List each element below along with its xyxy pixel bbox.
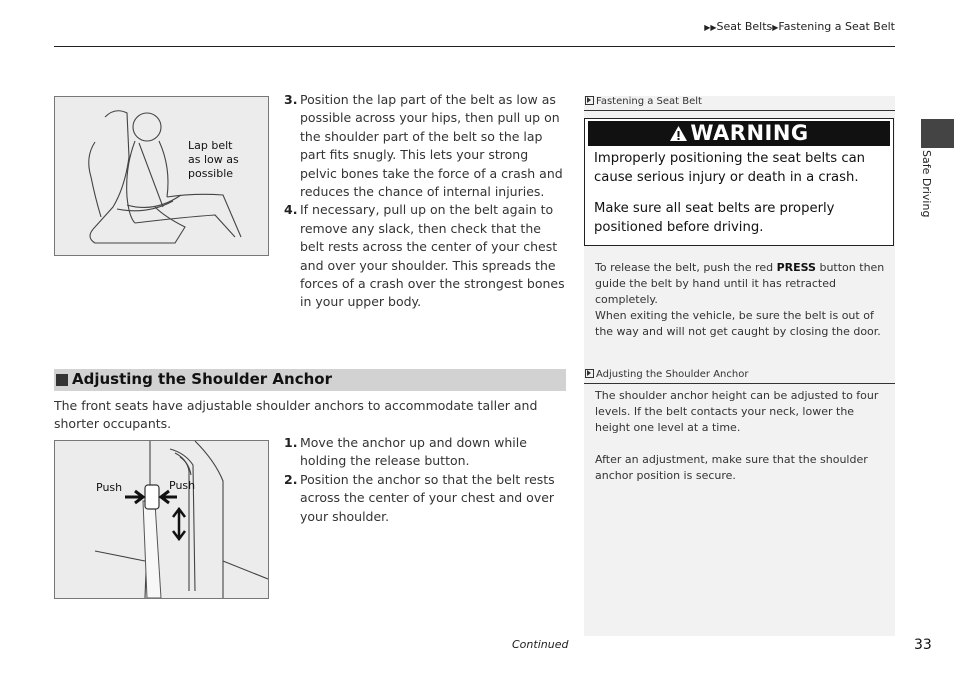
step-number: 2. <box>284 471 298 487</box>
lap-belt-illustration <box>54 96 269 256</box>
steps-lap-belt <box>284 91 567 312</box>
step-item <box>284 91 567 201</box>
figure-label-line: as low as <box>188 153 239 166</box>
sidebar-divider <box>584 110 895 111</box>
page-number: 33 <box>914 637 932 653</box>
step-item <box>284 434 567 471</box>
push-label-left: Push <box>96 481 123 494</box>
step-text: Move the anchor up and down while holding the release button. <box>300 435 527 469</box>
header-divider <box>54 46 895 47</box>
chapter-tab[interactable] <box>921 119 954 148</box>
step-text: Position the anchor so that the belt rests across the center of your chest and over your shoulder. <box>300 471 555 524</box>
sidebar-title-shoulder-anchor <box>585 369 748 380</box>
step-item <box>284 201 567 311</box>
steps-shoulder-anchor <box>284 434 567 526</box>
figure-label-line: Lap belt <box>188 139 233 152</box>
step-text: If necessary, pull up on the belt again to remove any slack, then check that the belt rests across the center of your chest and over your shoulder. This spreads the forces of a crash over the strongest bones in your upper body. <box>300 202 565 310</box>
square-bullet-icon <box>56 374 68 386</box>
sidebar-divider <box>584 383 895 384</box>
anchor-note-2: After an adjustment, make sure that the shoulder anchor position is secure. <box>595 453 868 482</box>
press-button-label: PRESS <box>776 261 816 274</box>
warning-label: WARNING <box>690 121 809 145</box>
section-heading-bar <box>54 369 566 391</box>
release-belt-note: To release the belt, push the red PRESS button then guide the belt by hand until it has retracted completely. <box>595 261 885 306</box>
continued-label: Continued <box>512 638 569 651</box>
reference-arrow-icon <box>585 369 594 378</box>
push-label-right: Push <box>169 479 196 492</box>
sidebar-title-text: Fastening a Seat Belt <box>596 96 702 107</box>
arrow-icon: ▶ <box>772 23 779 32</box>
step-item <box>284 471 567 526</box>
chapter-label: Safe Driving <box>920 150 933 218</box>
shoulder-anchor-illustration <box>54 440 269 599</box>
breadcrumb-item-seat-belts[interactable]: Seat Belts <box>716 20 773 33</box>
section-title: Adjusting the Shoulder Anchor <box>72 370 332 388</box>
double-arrow-icon: ▶▶ <box>704 23 717 32</box>
step-number: 3. <box>284 92 298 107</box>
step-number: 1. <box>284 435 298 450</box>
figure-label-line: possible <box>188 167 234 180</box>
warning-text-2: Make sure all seat belts are properly positioned before driving. <box>594 201 835 235</box>
exit-vehicle-note: When exiting the vehicle, be sure the belt is out of the way and will not get caught by closing the door. <box>595 309 881 338</box>
warning-header <box>588 121 890 146</box>
step-text: Position the lap part of the belt as low as possible across your hips, then pull up on the shoulder part of the belt so the lap part fits snugly. This lets your strong pelvic bones take the force of a crash and reduces the chance of internal injuries. <box>300 92 563 200</box>
shoulder-anchor-drawing <box>55 441 268 598</box>
section-intro: The front seats have adjustable shoulder anchors to accommodate taller and shorter occupants. <box>54 398 538 432</box>
step-number: 4. <box>284 202 298 218</box>
sidebar-title-fastening <box>585 96 702 107</box>
warning-box <box>584 118 894 246</box>
warning-triangle-icon <box>669 125 688 142</box>
anchor-note-1: The shoulder anchor height can be adjusted to four levels. If the belt contacts your neck, lower the height one level at a time. <box>595 389 879 434</box>
breadcrumb-item-fastening[interactable]: Fastening a Seat Belt <box>778 20 895 33</box>
warning-text-1: Improperly positioning the seat belts can cause serious injury or death in a crash. <box>594 151 866 185</box>
breadcrumb <box>704 20 895 33</box>
reference-arrow-icon <box>585 96 594 105</box>
sidebar-title-text: Adjusting the Shoulder Anchor <box>596 369 749 380</box>
